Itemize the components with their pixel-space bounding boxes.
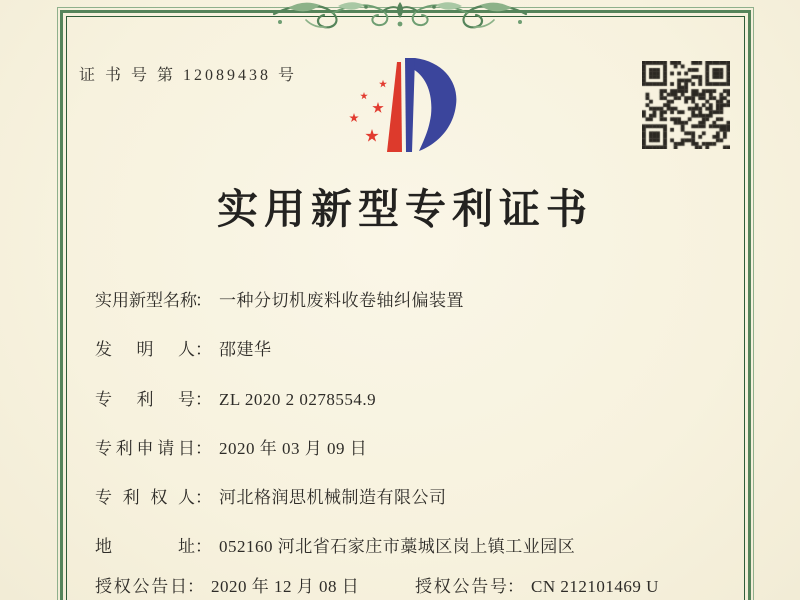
field-row-address bbox=[95, 532, 575, 557]
field-value: CN 212101469 U bbox=[531, 577, 659, 596]
field-row-filing-date bbox=[95, 434, 367, 459]
certificate-number: 证 书 号 第 12089438 号 bbox=[79, 67, 298, 84]
field-row-inventor bbox=[95, 335, 272, 360]
field-label: 授权公告号 bbox=[415, 577, 507, 596]
field-row-patent-number bbox=[95, 385, 376, 410]
field-label: 地址 bbox=[95, 537, 195, 556]
cnipa-patent-logo-icon bbox=[345, 50, 463, 162]
colon: ： bbox=[195, 488, 212, 507]
scrollwork-ornament-icon bbox=[270, 0, 530, 34]
field-value: 邵建华 bbox=[219, 340, 272, 359]
field-value: 河北格润思机械制造有限公司 bbox=[219, 488, 447, 507]
field-label: 实用新型名称 bbox=[95, 291, 197, 310]
colon: ： bbox=[195, 537, 212, 556]
field-value: ZL 2020 2 0278554.9 bbox=[219, 390, 377, 409]
field-value: 2020 年 03 月 09 日 bbox=[219, 439, 368, 458]
colon: ： bbox=[187, 577, 204, 596]
colon: ： bbox=[195, 439, 212, 458]
field-value: 052160 河北省石家庄市藁城区岗上镇工业园区 bbox=[219, 537, 576, 556]
field-grant-number bbox=[415, 572, 659, 597]
field-value: 2020 年 12 月 08 日 bbox=[211, 577, 360, 596]
field-value: 一种分切机废料收卷轴纠偏装置 bbox=[219, 291, 464, 310]
colon: ： bbox=[195, 390, 212, 409]
field-row-grant bbox=[95, 572, 659, 597]
field-label: 发明人 bbox=[95, 340, 195, 359]
field-label: 授权公告日 bbox=[95, 577, 187, 596]
qr-code bbox=[642, 61, 730, 149]
field-row-patentee bbox=[95, 483, 447, 508]
colon: ： bbox=[195, 291, 212, 310]
field-label: 专利权人 bbox=[95, 488, 195, 507]
field-row-utility-model-name bbox=[95, 286, 464, 311]
field-label: 专利申请日 bbox=[95, 439, 195, 458]
field-label: 专利号 bbox=[95, 390, 195, 409]
colon: ： bbox=[507, 577, 524, 596]
colon: ： bbox=[195, 340, 212, 359]
certificate-title: 实用新型专利证书 bbox=[217, 186, 593, 232]
